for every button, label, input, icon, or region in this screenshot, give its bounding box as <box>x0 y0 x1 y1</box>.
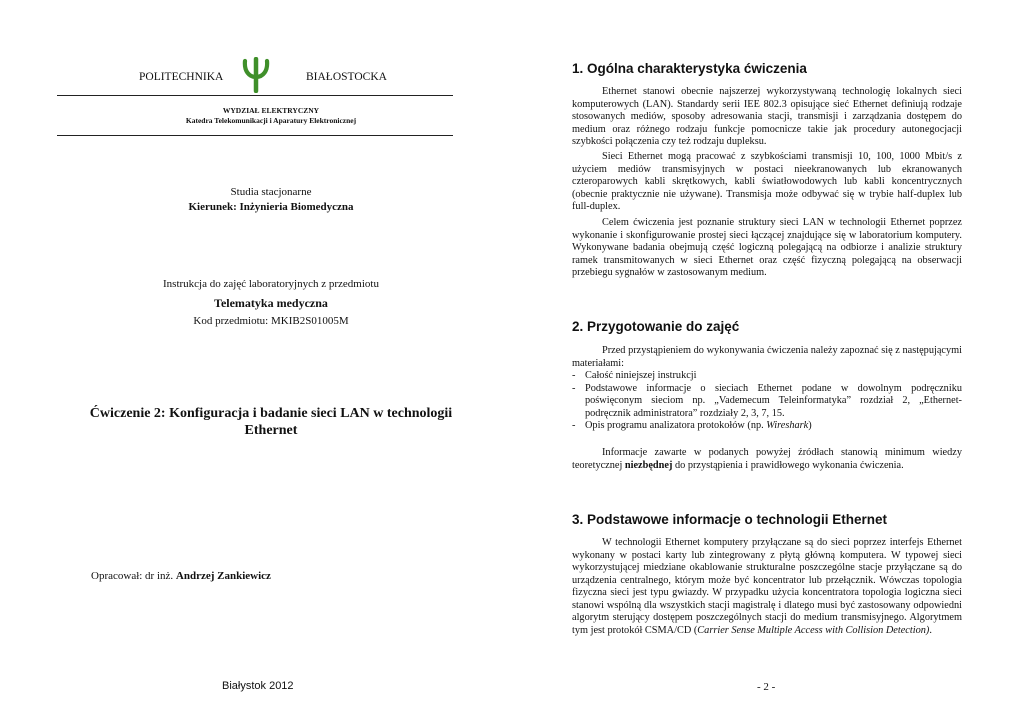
university-name-right: BIAŁOSTOCKA <box>306 71 387 83</box>
department-rule <box>57 135 453 136</box>
section-2-intro: Przed przystąpieniem do wykonywania ćwiczenia należy zapoznać się z następującymi materiałami: <box>572 345 962 369</box>
exercise-title-line2: Ethernet <box>244 423 298 438</box>
section-2-list <box>572 370 962 433</box>
author-line <box>91 570 271 582</box>
footer-city-year: Białystok 2012 <box>222 680 294 692</box>
header-rule <box>57 95 453 96</box>
list-item: - Opis programu analizatora protokołów (np. Wireshark) <box>572 420 812 431</box>
section-2-title: 2. Przygotowanie do zajęć <box>572 319 740 334</box>
faculty-name: WYDZIAŁ ELEKTRYCZNY <box>222 106 320 115</box>
university-logo-icon <box>241 57 271 93</box>
section-1-title: 1. Ogólna charakterystyka ćwiczenia <box>572 61 807 76</box>
instruction-text: Instrukcja do zajęć laboratoryjnych z przedmiotu <box>163 278 379 290</box>
university-name-left: POLITECHNIKA <box>139 71 224 83</box>
list-item: - Podstawowe informacje o sieciach Ethernet podane w dowolnym podręczniku poświęconym sieciom np. „Vademecum Teleinformatyka” rozdział 2, „Ethernet-podręcznik administratora” rozdziały 2, 3, 7, 15. <box>572 382 962 419</box>
page-number: - 2 - <box>757 681 776 693</box>
list-item: - Całość niniejszej instrukcji <box>572 370 697 381</box>
section-1-paragraph-1: Ethernet stanowi obecnie najszerzej wykorzystywaną technologię lokalnych sieci komputerowych (LAN). Standardy serii IEE 802.3 opisujące sieć Ethernet definiują rodzaje stosowanych mediów, sposoby adresowania stacji, transmisji i zarządzania dostępem do medium oraz różnego rodzaju funkcje pomocnicze takie jak procedury autonegocjacji szybkości połączenia czy też rodzaju dupleksu. <box>572 86 962 147</box>
author-name: Andrzej Zankiewicz <box>175 570 271 582</box>
section-1-paragraph-3: Celem ćwiczenia jest poznanie struktury sieci LAN w technologii Ethernet poprzez wykonanie i skonfigurowanie prostej sieci łączącej znajdujące się w laboratorium komputery. Wykonywane badania obejmują część logiczną polegającą na odbiorze i analizie struktury ramek transmitowanych w sieci Ethernet oraz część fizyczną polegającą na obserwacji przebiegu sygnałów w zastosowanym medium. <box>572 217 962 278</box>
course-name: Telematyka medyczna <box>214 296 328 310</box>
author-label: Opracował: dr inż. <box>91 570 174 582</box>
exercise-title-line1: Ćwiczenie 2: Konfiguracja i badanie sieci LAN w technologii <box>89 406 453 421</box>
course-code-label: Kod przedmiotu: <box>193 315 269 327</box>
study-mode: Studia stacjonarne <box>230 186 312 198</box>
course-code-value: MKIB2S01005M <box>270 315 349 327</box>
field-of-study <box>57 201 485 213</box>
section-3-title: 3. Podstawowe informacje o technologii Ethernet <box>572 512 888 527</box>
field-label: Kierunek: <box>188 201 237 213</box>
field-value: Inżynieria Biomedyczna <box>239 201 354 213</box>
section-3-paragraph-1: W technologii Ethernet komputery przyłączane są do sieci poprzez interfejs Ethernet wykonany w postaci karty lub zintegrowany z płytą główną komputera. W typowej sieci wykorzystującej miedziane okablowanie strukturalne poszczególne stacje przyłączane są do urządzenia centralnego, którym może być koncentrator lub przełącznik. Wówczas topologia fizyczna sieci jest typu gwiazdy. W przypadku użycia koncentratora topologia logiczna sieci stanowi wspólną dla wszystkich stacji magistralę i dlatego musi być zastosowany odpowiedni algorytm sterujący dostępem poszczególnych stacji do medium transmisyjnego. Algorytmem tym jest protokół CSMA/CD (Carrier Sense Multiple Access with Collision Detection). <box>572 537 962 636</box>
section-2-note: Informacje zawarte w podanych powyżej źródłach stanowią minimum wiedzy teoretycznej niezbędnej do przystąpienia i prawidłowego wykonania ćwiczenia. <box>572 447 962 471</box>
section-1-paragraph-2: Sieci Ethernet mogą pracować z szybkościami transmisji 10, 100, 1000 Mbit/s z użyciem mediów transmisyjnych w postaci nieekranowanych lub ekranowanych czteroparowych kabli skrętkowych, kabli światłowodowych lub kabli koncentrycznych (obecnie praktycznie nie używane). Transmisja może odbywać się w trybie half-duplex lub full-duplex. <box>572 151 962 212</box>
department-name: Katedra Telekomunikacji i Aparatury Elektronicznej <box>185 116 357 125</box>
course-code <box>57 315 485 327</box>
